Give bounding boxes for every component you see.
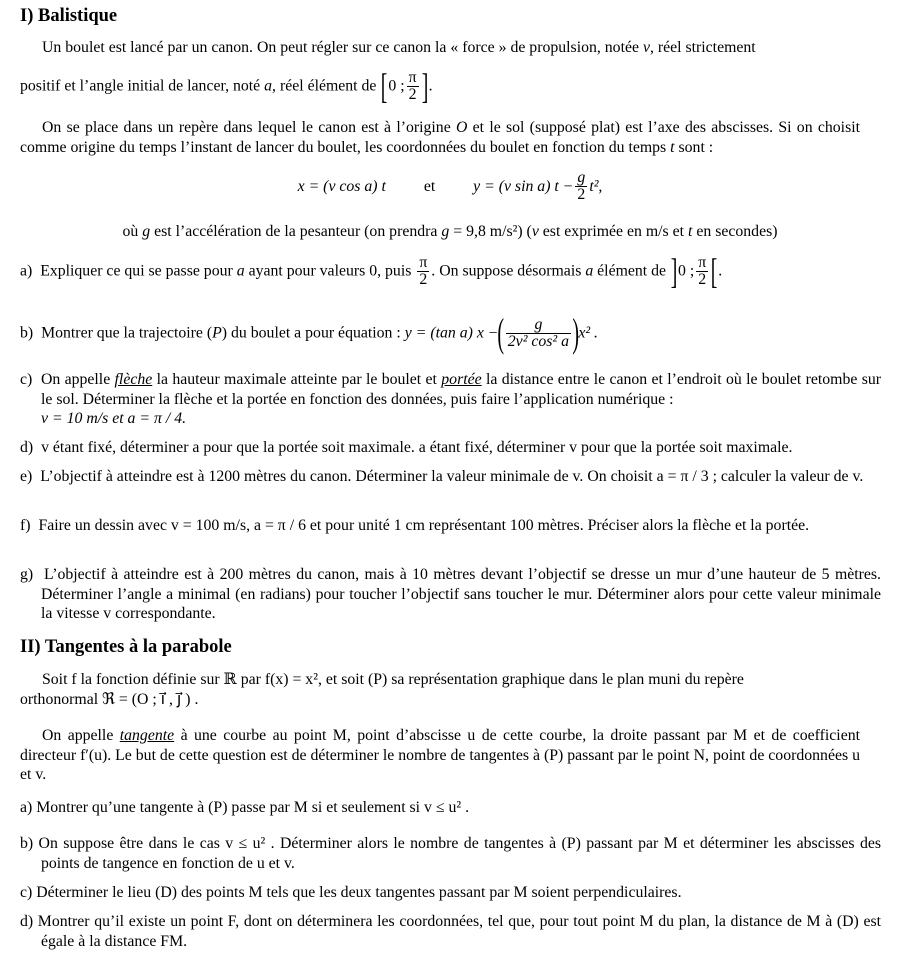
part2-tangent-definition: On appelle tangente à une courbe au point M, point d’abscisse u de cette courbe, la droite passant par M et de coefficient directeur f′(u). Le but de cette question est de déterminer le nombre de tangentes à (P) passant par le point N, point de coordonnées u et v.: [20, 727, 860, 783]
right-bracket: ]: [421, 66, 428, 106]
left-bracket: [: [381, 66, 388, 106]
question-1d: d) v étant fixé, déterminer a pour que la portée soit maximale. a étant fixé, déterminer v pour que la portée soit maximale.: [20, 439, 793, 456]
section-title-balistique: I) Balistique: [20, 6, 118, 26]
question-1e: e) L’objectif à atteindre est à 1200 mètres du canon. Déterminer la valeur minimale de v. On choisit a = π / 3 ; calculer la valeur de v.: [20, 468, 864, 485]
pesanteur-line: où g est l’accélération de la pesanteur (on prendra g = 9,8 m/s²) (v est exprimée en m/s et t en secondes): [122, 223, 778, 240]
intro-paragraph-line2: positif et l’angle initial de lancer, noté a, réel élément de [0 ; $\frac{\pi}{2}$ ].: [20, 66, 433, 106]
fraction-g-over-2: $\frac{g}{2}$: [577, 169, 586, 203]
fraction-trajectory: $\frac{g}{\text{2v² cos² a}}$: [507, 315, 570, 350]
close-bracket: [: [710, 251, 718, 291]
part2-intro: Soit f la fonction définie sur ℝ par f(x) = x², et soit (P) sa représentation graphique dans le plan muni du repère orthonormal ℜ = (O ; i⃗ , j⃗ ) .: [20, 671, 744, 708]
fraction-pi-over-2: $\frac{\pi}{2}$: [408, 68, 417, 103]
question-2a: a) Montrer qu’une tangente à (P) passe par M si et seulement si v ≤ u² .: [20, 799, 470, 816]
setup-paragraph: On se place dans un repère dans lequel le canon est à l’origine O et le sol (supposé plat) est l’axe des abscisses. Si on choisit comme origine du temps l’instant de lancer du boulet, les coordonnées du boulet en fonction du temps t sont :: [20, 119, 860, 156]
section-title-tangentes: II) Tangentes à la parabole: [20, 637, 232, 657]
open-bracket: ]: [670, 251, 678, 291]
equations-xy: x = (v cos a) t et y = (v sin a) t − $\frac{g}{2}$ t²,: [297, 169, 603, 203]
fraction-pi-over-2: $\frac{\pi}{2}$: [698, 253, 707, 288]
question-2c: c) Déterminer le lieu (D) des points M tels que les deux tangentes passant par M soient perpendiculaires.: [20, 884, 682, 901]
question-2b: b) On suppose être dans le cas v ≤ u² . Déterminer alors le nombre de tangentes à (P) passant par M et déterminer les abscisses des points de tangence en fonction de u et v.: [20, 835, 881, 872]
question-1a: a) Expliquer ce qui se passe pour a ayant pour valeurs 0, puis $\frac{\pi}{2}$ . On suppose désormais a élément de ]0 ; $\frac{\pi}{2}$ [.: [20, 251, 723, 291]
question-1g: g) L’objectif à atteindre est à 200 mètres du canon, mais à 10 mètres devant l’objectif se dresse un mur d’une hauteur de 5 mètres. Déterminer l’angle a minimal (en radians) pour toucher l’objectif sans toucher le mur. Déterminer alors pour cette valeur minimale la vitesse v correspondante.: [20, 566, 882, 622]
question-2d: d) Montrer qu’il existe un point F, dont on déterminera les coordonnées, tel que, pour tout point M du plan, la distance de M à (D) est égale à la distance FM.: [20, 913, 881, 950]
question-1b: b) Montrer que la trajectoire (P) du boulet a pour équation : y = (tan a) x −( $\frac{g}{\text{2v² cos² a}}$ )x² .: [20, 310, 599, 355]
question-1f: f) Faire un dessin avec v = 100 m/s, a = π / 6 et pour unité 1 cm représentant 100 mètres. Préciser alors la flèche et la portée.: [20, 517, 810, 534]
question-1c: c) On appelle flèche la hauteur maximale atteinte par le boulet et portée la distance entre le canon et l’endroit où le boulet retombe sur le sol. Déterminer la flèche et la portée en fonction des données, puis faire l’application numérique : v = 10 m/s et a = π / 4.: [20, 371, 882, 427]
fraction-pi-over-2: $\frac{\pi}{2}$: [419, 253, 428, 288]
intro-paragraph: Un boulet est lancé par un canon. On peut régler sur ce canon la « force » de propulsion, notée v, réel strictement: [42, 39, 756, 56]
